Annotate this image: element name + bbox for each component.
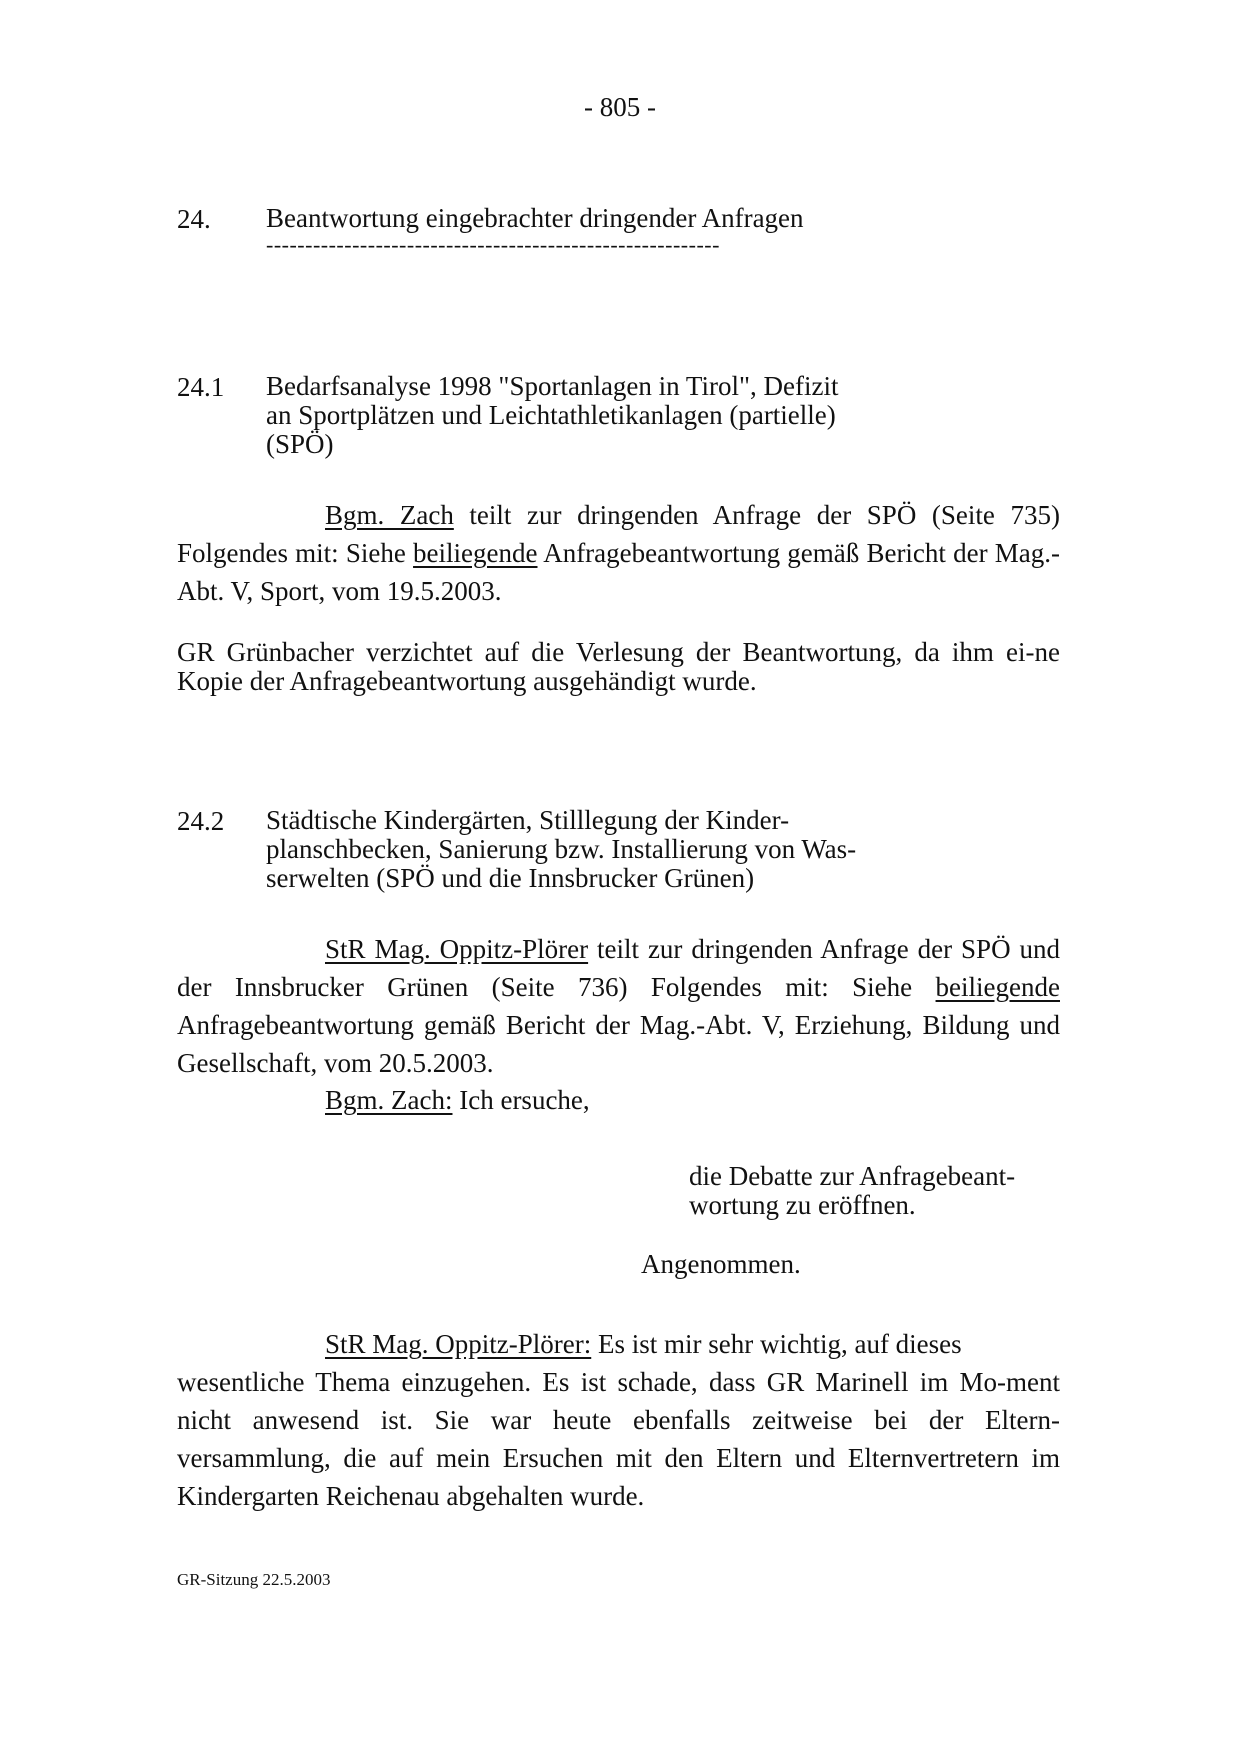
subsection-number: 24.1: [177, 372, 225, 402]
subsection-title-line: planschbecken, Sanierung bzw. Installierung von Was-: [266, 834, 857, 864]
paragraph-text: Anfragebeantwortung gemäß Bericht der Mag.-Abt. V, Sport, vom 19.5.2003.: [177, 538, 1060, 606]
speaker-name: Bgm. Zach: [325, 500, 454, 530]
paragraph-text: Es ist mir sehr wichtig, auf dieses: [591, 1329, 962, 1359]
waiver-note: GR Grünbacher verzichtet auf die Verlesung der Beantwortung, da ihm ei-ne Kopie der Anfragebeantwortung ausgehändigt wurde.: [177, 637, 1060, 696]
answer-paragraph: [177, 930, 1060, 1082]
subsection-title-line: Städtische Kindergärten, Stilllegung der Kinder-: [266, 805, 790, 835]
section-title-rule: ----------------------------------------------------------: [266, 232, 720, 257]
motion-line: wortung zu eröffnen.: [689, 1190, 916, 1220]
subsection-number: 24.2: [177, 806, 225, 836]
paragraph-text: teilt zur dringenden Anfrage der SPÖ (Seite 735) Folgendes mit: Siehe: [177, 500, 1060, 568]
page-number: - 805 -: [584, 92, 656, 122]
subsection-title-line: Bedarfsanalyse 1998 "Sportanlagen in Tirol", Defizit: [266, 371, 839, 401]
subsection-title: [266, 806, 856, 893]
speaker-name: StR Mag. Oppitz-Plörer: [325, 934, 589, 964]
footer-session-date: GR-Sitzung 22.5.2003: [177, 1570, 331, 1589]
speaker-name: Bgm. Zach:: [325, 1085, 453, 1115]
motion-line: die Debatte zur Anfragebeant-: [689, 1161, 1016, 1191]
paragraph-text: Anfragebeantwortung gemäß Bericht der Mag.-Abt. V, Erziehung, Bildung und Gesellschaft, vom 20.5.2003.: [177, 1010, 1060, 1078]
subsection-title-line: (SPÖ): [266, 429, 334, 459]
paragraph-text: wesentliche Thema einzugehen. Es ist schade, dass GR Marinell im Mo-ment nicht anwesend ist. Sie war heute ebenfalls zeitweise bei der Eltern-versammlung, die auf mein Ersuchen mit den Eltern und Elternvertretern im Kindergarten Reichenau abgehalten wurde.: [177, 1367, 1060, 1511]
speech-paragraph: [177, 1325, 1060, 1515]
subsection-title-line: an Sportplätzen und Leichtathletikanlagen (partielle): [266, 400, 836, 430]
subsection-title-line: serwelten (SPÖ und die Innsbrucker Grünen): [266, 863, 755, 893]
motion-text: [689, 1162, 1015, 1220]
answer-paragraph: [177, 496, 1060, 610]
paragraph-text: teilt zur dringenden Anfrage der SPÖ und der Innsbrucker Grünen (Seite 736) Folgendes mit: Siehe: [177, 934, 1060, 1002]
speaker-name: StR Mag. Oppitz-Plörer:: [325, 1329, 592, 1359]
section-title: Beantwortung eingebrachter dringender Anfragen: [266, 203, 804, 233]
attachment-reference: beiliegende: [413, 538, 538, 568]
subsection-title: [266, 372, 838, 459]
chair-request: [325, 1081, 1025, 1119]
attachment-reference: beiliegende: [935, 972, 1060, 1002]
paragraph-text: Ich ersuche,: [452, 1085, 590, 1115]
vote-result: Angenommen.: [641, 1249, 801, 1279]
section-number: 24.: [177, 204, 211, 234]
